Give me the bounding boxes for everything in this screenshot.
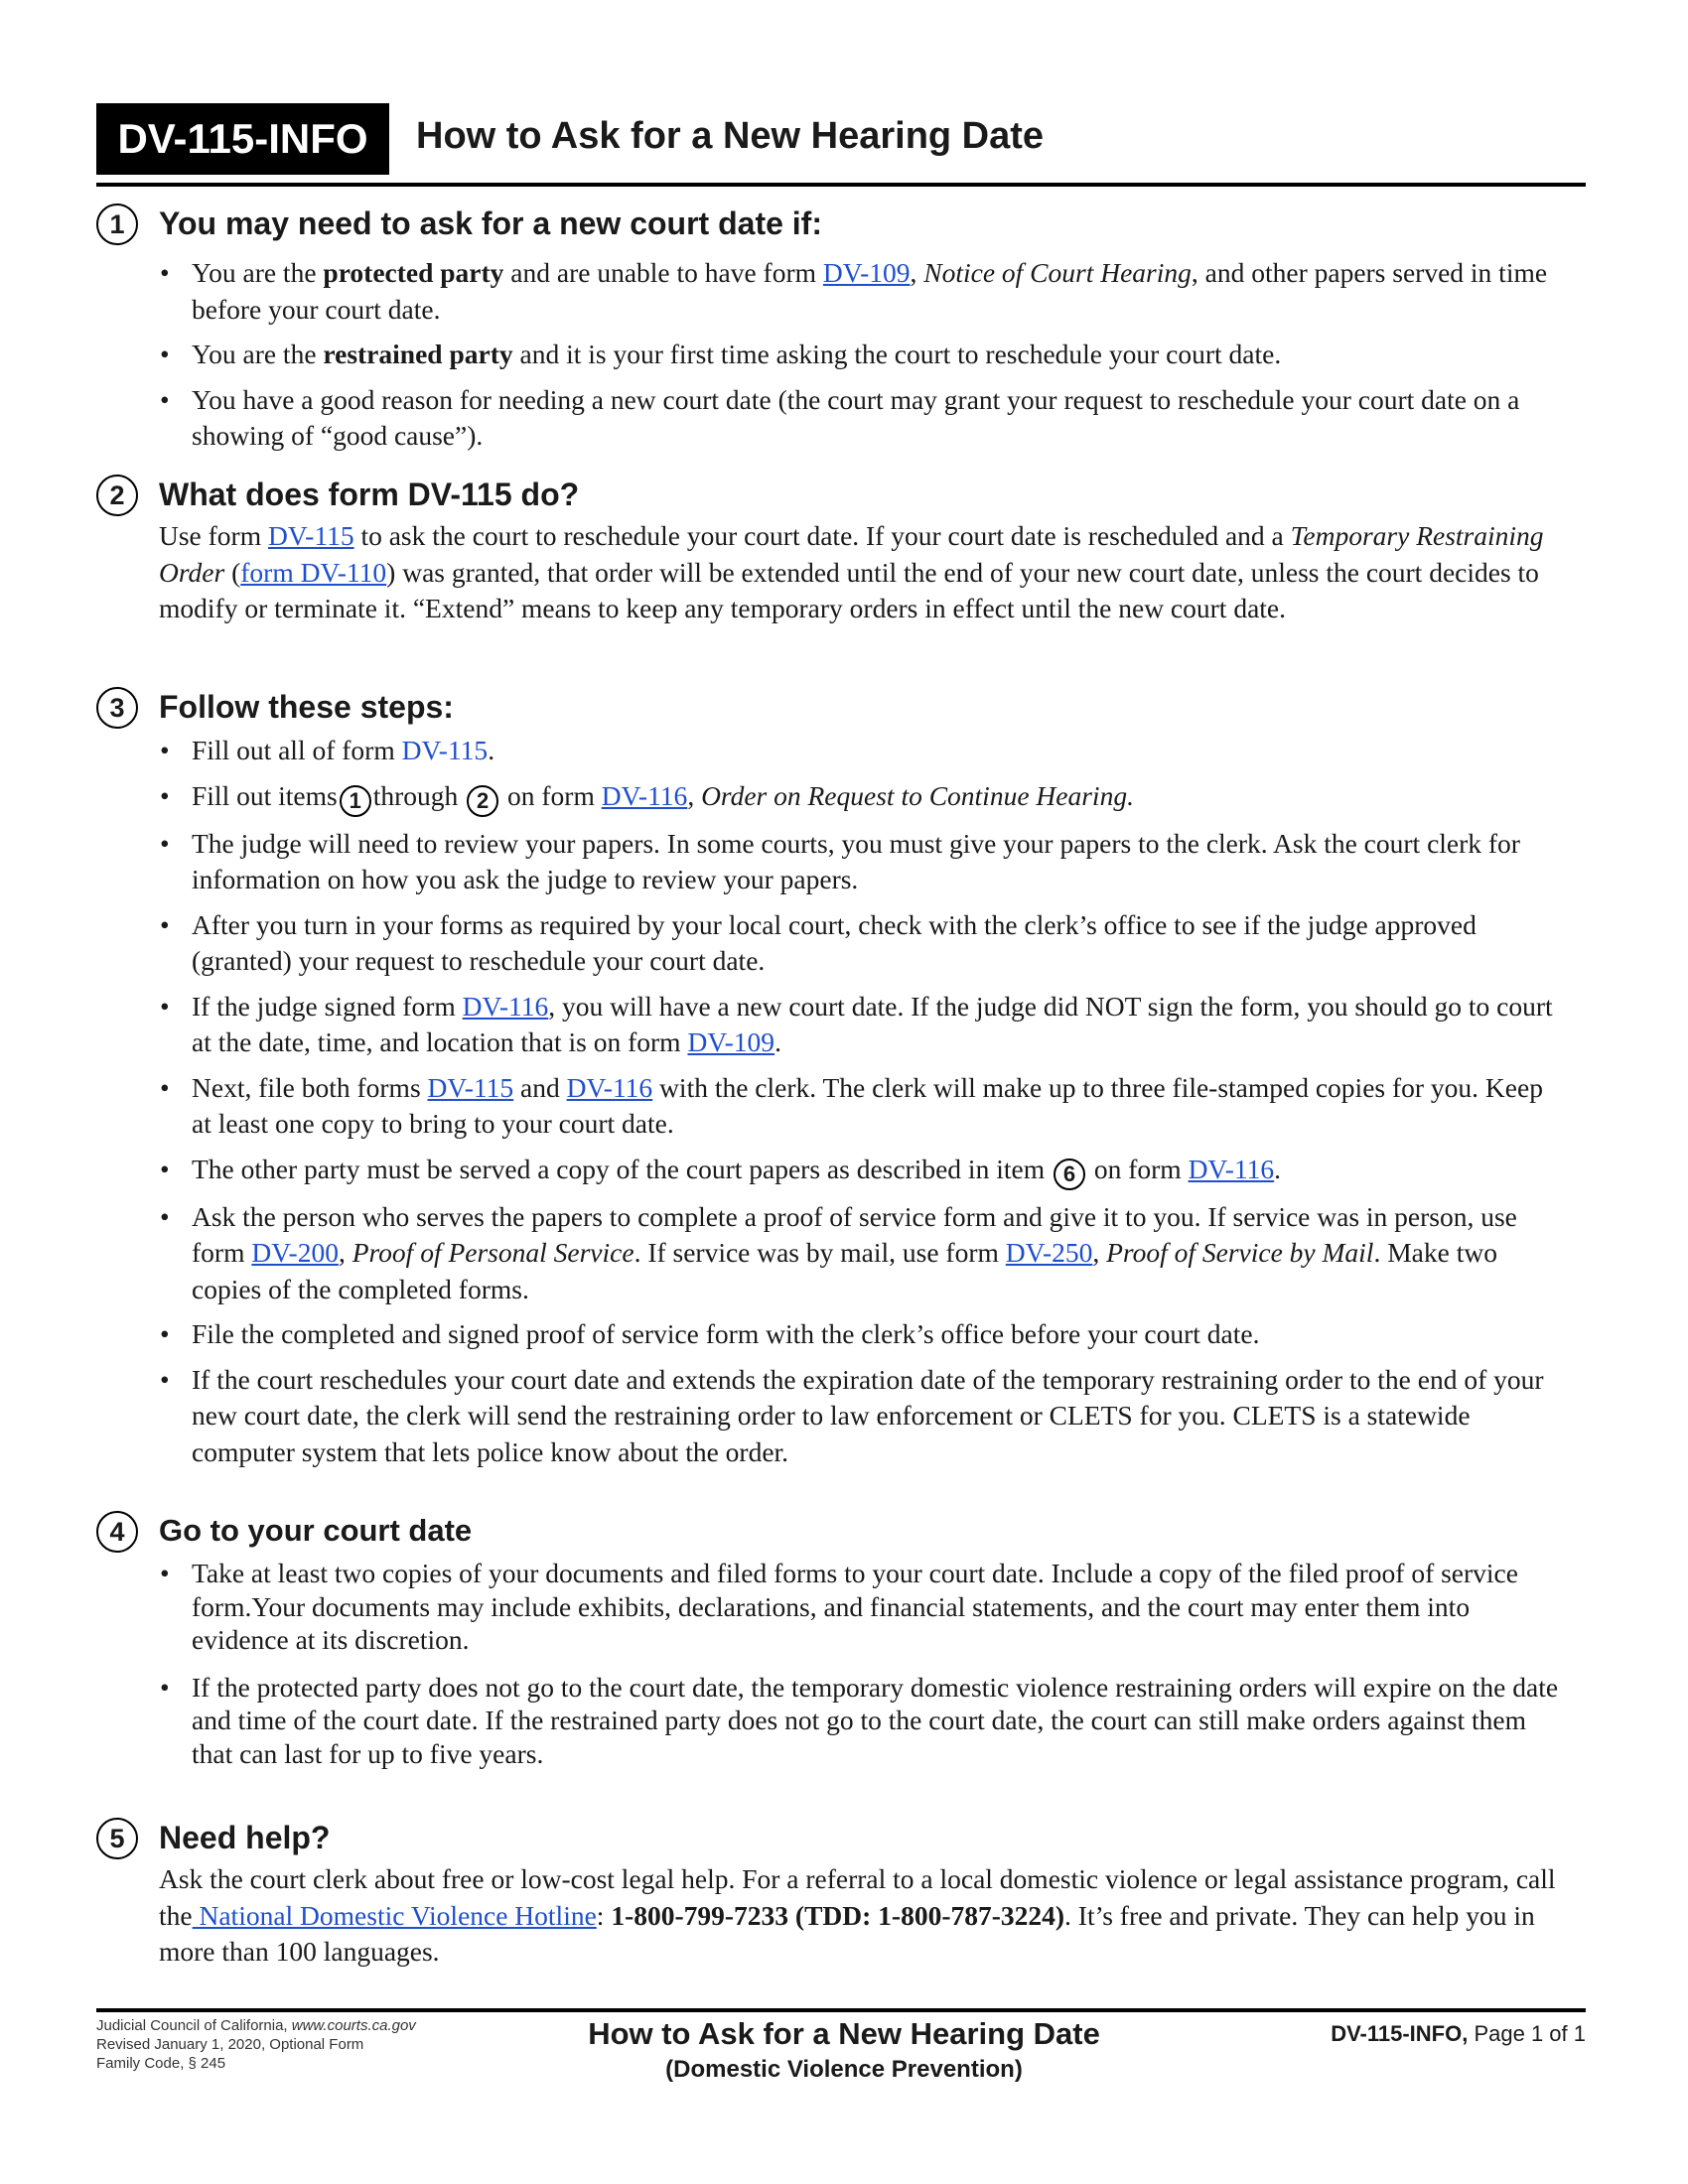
list-item: • You have a good reason for needing a new court date (the court may grant your request to reschedule your court date on a showing of “good cause”). <box>192 382 1566 455</box>
section-number-badge: 3 <box>96 687 138 729</box>
list-item: • Take at least two copies of your documents and filed forms to your court date. Include a copy of the filed proof of service form.Your documents may include exhibits, declarations, and financial statements, and the court may enter them into evidence at its discretion. <box>192 1557 1566 1657</box>
dv-115-link[interactable]: DV-115 <box>427 1071 514 1103</box>
list-item: • If the court reschedules your court date and extends the expiration date of the temporary restraining order to the end of your new court date, the clerk will send the restraining order to law enforcement or CLETS for you. CLETS is a statewide computer system that lets police know about the order. <box>192 1362 1566 1471</box>
section-title: Go to your court date <box>159 1513 473 1548</box>
section-3 <box>96 687 1566 1479</box>
footer-source: Judicial Council of California, www.courts.ca.gov Revised January 1, 2020, Optional Form Family Code, § 245 <box>96 2017 416 2072</box>
section-title: Need help? <box>159 1820 331 1855</box>
section-1 <box>96 204 1566 464</box>
section-number-badge: 5 <box>96 1818 138 1859</box>
dv-115-link[interactable]: DV-115 <box>267 520 354 551</box>
item-number-badge: 6 <box>1054 1159 1085 1190</box>
list-item: • If the judge signed form DV-116, you will have a new court date. If the judge did NOT sign the form, you should go to court at the date, time, and location that is on form DV-109. <box>192 989 1566 1061</box>
form-header <box>96 103 1586 185</box>
dv-109-link[interactable]: DV-109 <box>687 1026 775 1057</box>
dv-110-link[interactable]: form DV-110 <box>240 556 387 588</box>
dv-109-link[interactable]: DV-109 <box>822 257 911 288</box>
dv-115-text: DV-115 <box>401 735 489 765</box>
footer-divider <box>96 2008 1586 2012</box>
page-title: How to Ask for a New Hearing Date <box>416 115 1045 157</box>
section-title: Follow these steps: <box>159 689 454 725</box>
list-item: • Next, file both forms DV-115 and DV-116 with the clerk. The clerk will make up to three file-stamped copies for you. Keep at least one copy to bring to your court date. <box>192 1070 1566 1143</box>
section-2 <box>96 475 1566 627</box>
list-item: • After you turn in your forms as required by your local court, check with the clerk’s office to see if the judge approved (granted) your request to reschedule your court date. <box>192 907 1566 980</box>
footer-title: How to Ask for a New Hearing Date <box>588 2016 1100 2051</box>
item-number-badge: 1 <box>340 785 371 817</box>
dv-116-link[interactable]: DV-116 <box>1188 1153 1275 1184</box>
item-number-badge: 2 <box>467 785 498 817</box>
list-item: • If the protected party does not go to the court date, the temporary domestic violence restraining orders will expire on the date and time of the court date. If the restrained party does not go to the court date, the court can still make orders against them that can last for up to five years. <box>192 1671 1566 1771</box>
dv-116-link[interactable]: DV-116 <box>566 1071 653 1103</box>
list-item: • Fill out all of form DV-115. <box>192 733 1566 769</box>
list-item: • Fill out items 1 through 2 on form DV-116, Order on Request to Continue Hearing. <box>192 778 1566 817</box>
section-number-badge: 1 <box>96 204 138 245</box>
section-title: You may need to ask for a new court date if: <box>159 205 822 241</box>
section-paragraph: Use form DV-115 to ask the court to reschedule your court date. If your court date is rescheduled and a Temporary Restraining Order (form DV-110) was granted, that order will be extended until the end of your new court date, unless the court decides to modify or terminate it. “Extend” means to keep any temporary orders in effect until the new court date. <box>159 520 1544 623</box>
list-item: • The other party must be served a copy of the court papers as described in item 6 on form DV-116. <box>192 1152 1566 1190</box>
list-item: • The judge will need to review your papers. In some courts, you must give your papers to the clerk. Ask the court clerk for information on how you ask the judge to review your papers. <box>192 826 1566 898</box>
courts-website-link[interactable]: www.courts.ca.gov <box>291 2017 416 2034</box>
section-number-badge: 2 <box>96 475 138 516</box>
form-id-badge: DV-115-INFO <box>96 103 389 175</box>
section-title: What does form DV-115 do? <box>159 477 580 512</box>
dv-250-link[interactable]: DV-250 <box>1005 1237 1093 1268</box>
list-item: • File the completed and signed proof of service form with the clerk’s office before your court date. <box>192 1316 1566 1353</box>
section-number-badge: 4 <box>96 1511 138 1553</box>
list-item: • You are the protected party and are unable to have form DV-109, Notice of Court Hearing, and other papers served in time before your court date. <box>192 255 1566 328</box>
footer-title-block <box>496 2015 1192 2087</box>
dv-116-link[interactable]: DV-116 <box>601 779 688 811</box>
list-item: • Ask the person who serves the papers to complete a proof of service form and give it to you. If service was in person, use form DV-200, Proof of Personal Service. If service was by mail, use form DV-250, Proof of Service by Mail. Make two copies of the completed forms. <box>192 1199 1566 1308</box>
footer-subtitle: (Domestic Violence Prevention) <box>665 2056 1023 2083</box>
hotline-link[interactable]: National Domestic Violence Hotline <box>192 1899 597 1931</box>
section-paragraph: Ask the court clerk about free or low-cost legal help. For a referral to a local domestic violence or legal assistance program, call the National Domestic Violence Hotline: 1-800-799-7233 (TDD: 1-800-787-3224). It’s free and private. They can help you in more than 100 languages. <box>159 1863 1556 1967</box>
dv-200-link[interactable]: DV-200 <box>251 1237 339 1268</box>
header-divider <box>96 183 1586 187</box>
dv-116-link[interactable]: DV-116 <box>462 990 549 1022</box>
section-4 <box>96 1511 1566 1779</box>
footer-page-info: DV-115-INFO, Page 1 of 1 <box>1331 2021 1586 2046</box>
list-item: • You are the restrained party and it is your first time asking the court to reschedule your court date. <box>192 337 1566 373</box>
section-5 <box>96 1818 1566 1971</box>
